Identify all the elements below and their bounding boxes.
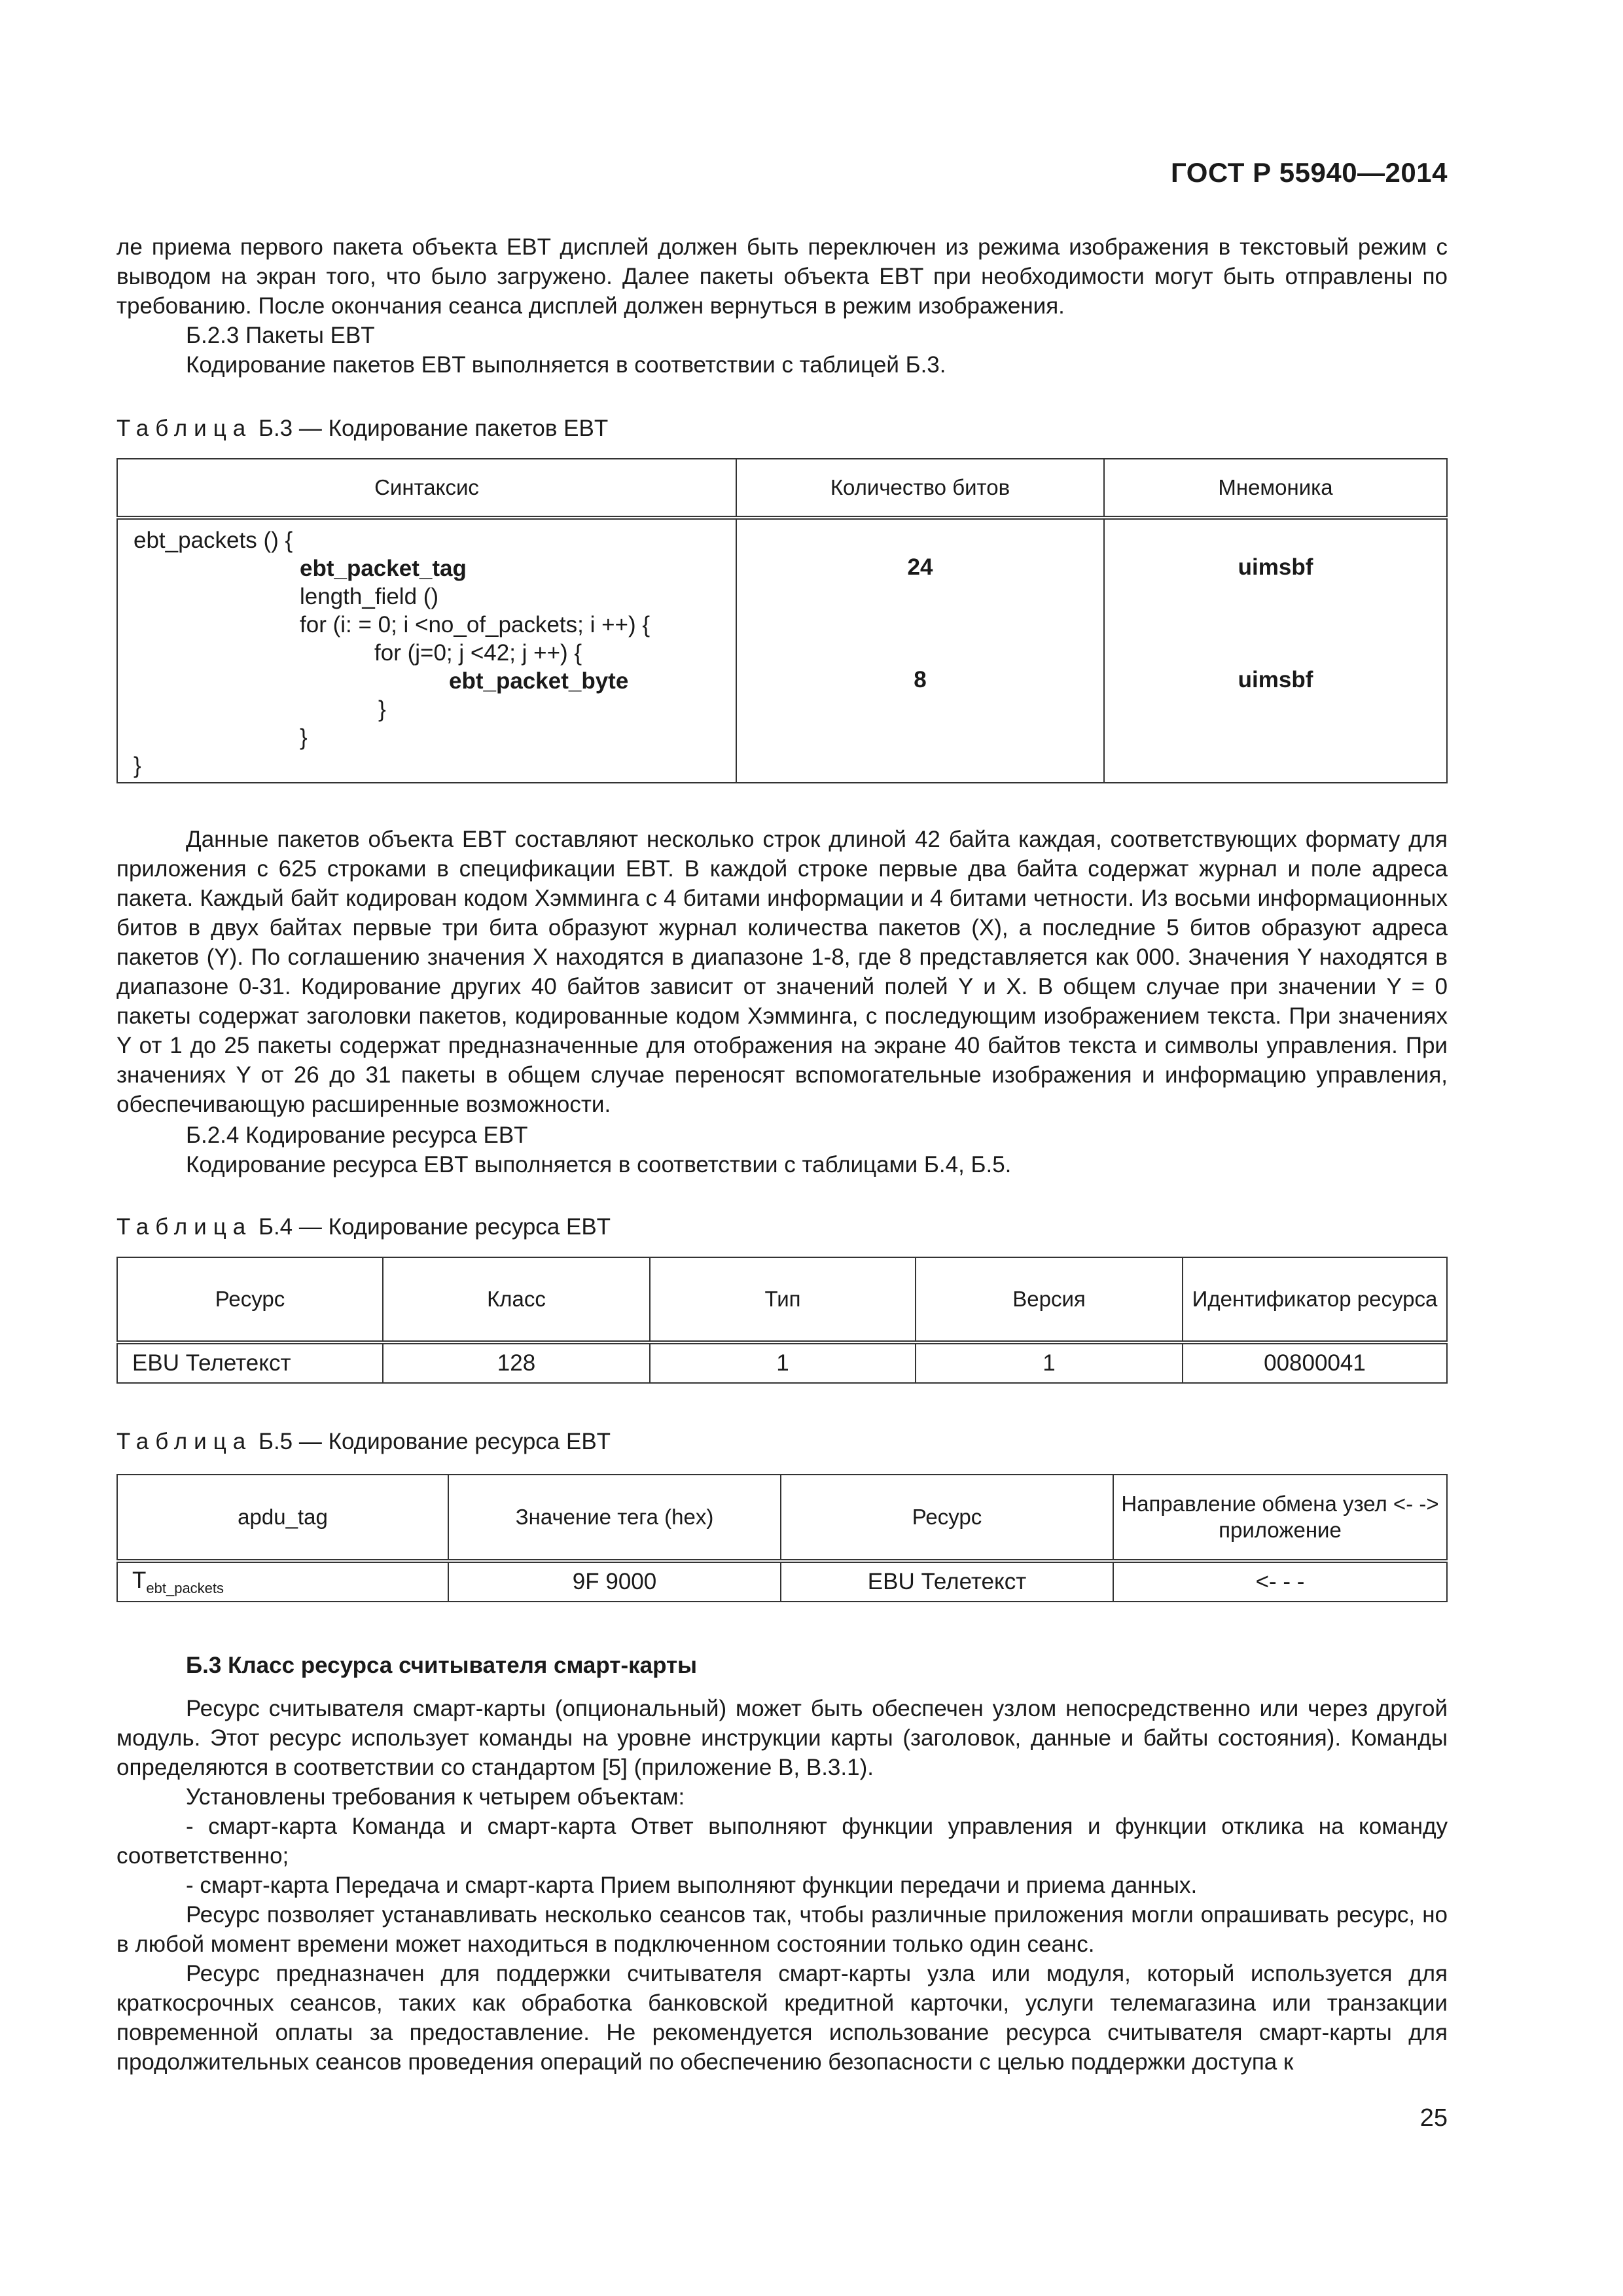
table-b4 [116, 1257, 1448, 1384]
section-b3-paragraph-3: - смарт-карта Команда и смарт-карта Ответ выполняют функции управления и функции отклика на команду соответственно; [116, 1814, 1448, 1869]
code-line: length_field () [300, 584, 439, 609]
table-b4-header-version: Версия [916, 1257, 1183, 1342]
table-b5-header-direction: Направление обмена узел <- -> приложение [1113, 1475, 1447, 1561]
document-code-header: ГОСТ Р 55940—2014 [1171, 157, 1448, 188]
table-b5-cell-apdu-tag [117, 1561, 448, 1602]
table-b5-caption [116, 1427, 611, 1456]
table-b4-header-identifier: Идентификатор ресурса [1183, 1257, 1447, 1342]
table-b5-header-apdu-tag: apdu_tag [117, 1475, 448, 1561]
section-b24-heading: Б.2.4 Кодирование ресурса EBT [186, 1122, 528, 1148]
table-b5-cell-direction: <- - - [1113, 1561, 1447, 1602]
code-line: } [134, 753, 141, 778]
table-b4-cell-type: 1 [650, 1342, 916, 1383]
table-b5-caption-text: Б.5 — Кодирование ресурса EBT [258, 1429, 611, 1454]
section-b23-text: Кодирование пакетов EBT выполняется в соответствии с таблицей Б.3. [186, 352, 946, 378]
table-b5-header-resource: Ресурс [781, 1475, 1113, 1561]
table-b3-bits-cell [736, 518, 1104, 783]
tag-main: T [132, 1567, 147, 1593]
section-b3-paragraph-1: Ресурс считывателя смарт-карты (опциональный) может быть обеспечен узлом непосредственно или через другой модуль. Этот ресурс использует команды на уровне инструкции карты (заголовок, данные и байты состояния). Команды определяются в соответствии со стандартом [5] (приложение В, В.3.1). [116, 1696, 1448, 1780]
table-b4-cell-resource: EBU Телетекст [117, 1342, 383, 1383]
table-b3-header-bits: Количество битов [736, 459, 1104, 518]
section-b3-paragraph-2: Установлены требования к четырем объектам: [186, 1784, 685, 1810]
code-line: for (j=0; j <42; j ++) { [374, 640, 582, 666]
code-line: for (i: = 0; i <no_of_packets; i ++) { [300, 612, 651, 637]
table-b3-header-syntax: Синтаксис [117, 459, 736, 518]
section-b24-text: Кодирование ресурса EBT выполняется в соответствии с таблицами Б.4, Б.5. [186, 1152, 1012, 1177]
table-b3-caption-prefix: Таблица [116, 416, 253, 441]
mnemonic-value: uimsbf [1238, 667, 1313, 692]
bits-value: 24 [907, 554, 933, 580]
table-b5-cell-tag-value: 9F 9000 [448, 1561, 781, 1602]
code-line: ebt_packet_byte [449, 668, 629, 694]
section-b23-heading: Б.2.3 Пакеты EBT [186, 323, 375, 348]
table-b3-syntax-cell [117, 518, 736, 783]
code-line: ebt_packet_tag [300, 556, 467, 581]
table-b5-header-tag-value: Значение тега (hex) [448, 1475, 781, 1561]
section-b3-paragraph-4: - смарт-карта Передача и смарт-карта Прием выполняют функции передачи и приема данных. [186, 1873, 1198, 1898]
table-b3 [116, 458, 1448, 783]
table-b4-caption [116, 1212, 611, 1242]
table-b5-cell-resource: EBU Телетекст [781, 1561, 1113, 1602]
page-number: 25 [1419, 2104, 1448, 2132]
code-line: ebt_packets () { [134, 528, 293, 553]
table-b4-cell-version: 1 [916, 1342, 1183, 1383]
table-b4-header-resource: Ресурс [117, 1257, 383, 1342]
table-b3-caption [116, 414, 608, 443]
mnemonic-value: uimsbf [1238, 554, 1313, 580]
table-b4-header-type: Тип [650, 1257, 916, 1342]
table-b4-caption-text: Б.4 — Кодирование ресурса EBT [258, 1214, 611, 1240]
table-b4-cell-class: 128 [383, 1342, 650, 1383]
packet-data-paragraph: Данные пакетов объекта EBT составляют несколько строк длиной 42 байта каждая, соответствующих формату для приложения с 625 строками в спецификации EBT. В каждой строке первые два байта содержат журнал и поле адреса пакета. Каждый байт кодирован кодом Хэмминга с 4 битами информации и 4 битами четности. Из восьми информационных битов в двух байтах первые три бита образуют журнал количества пакетов (X), а последние 5 битов образуют адреса пакетов (Y). По соглашению значения X находятся в диапазоне 1-8, где 8 представляется как 000. Значения Y находятся в диапазоне 0-31. Кодирование других 40 байтов зависит от значений полей Y и X. В общем случае при значении Y = 0 пакеты содержат заголовки пакетов, кодированные кодом Хэмминга, с последующим изображением текста. При значениях Y от 1 до 25 пакеты содержат предназначенные для отображения на экране 40 байтов текста и символы управления. При значениях Y от 26 до 31 пакеты в общем случае переносят вспомогательные изображения и информацию управления, обеспечивающую расширенные возможности. [116, 827, 1448, 1117]
table-b4-cell-identifier: 00800041 [1183, 1342, 1447, 1383]
table-b5 [116, 1474, 1448, 1602]
code-line: } [378, 696, 386, 722]
bits-value: 8 [914, 667, 927, 692]
section-b3-paragraph-5: Ресурс позволяет устанавливать несколько сеансов так, чтобы различные приложения могли опрашивать ресурс, но в любой момент времени может находиться в подключенном состоянии только один сеанс. [116, 1902, 1448, 1957]
intro-paragraph: ле приема первого пакета объекта EBT дисплей должен быть переключен из режима изображения в текстовый режим с выводом на экран того, что было загружено. Далее пакеты объекта EBT при необходимости могут быть отправлены по требованию. После окончания сеанса дисплей должен вернуться в режим изображения. [116, 234, 1448, 319]
table-b3-header-mnemonic: Мнемоника [1104, 459, 1447, 518]
code-line: } [300, 725, 308, 750]
table-b4-caption-prefix: Таблица [116, 1214, 253, 1240]
section-b3-paragraph-6: Ресурс предназначен для поддержки считывателя смарт-карты узла или модуля, который используется для краткосрочных сеансов, таких как обработка банковской кредитной карточки, услуги телемагазина или транзакции повременной оплаты за предоставление. Не рекомендуется использование ресурса считывателя смарт-карты для продолжительных сеансов проведения операций по обеспечению безопасности с целью поддержки доступа к [116, 1961, 1448, 2075]
table-b3-caption-text: Б.3 — Кодирование пакетов EBT [258, 416, 609, 441]
table-b4-header-class: Класс [383, 1257, 650, 1342]
table-b3-mnemonic-cell [1104, 518, 1447, 783]
tag-subscript: ebt_packets [146, 1579, 224, 1596]
section-b3-title: Б.3 Класс ресурса считывателя смарт-карты [186, 1653, 698, 1678]
table-b5-caption-prefix: Таблица [116, 1429, 253, 1454]
